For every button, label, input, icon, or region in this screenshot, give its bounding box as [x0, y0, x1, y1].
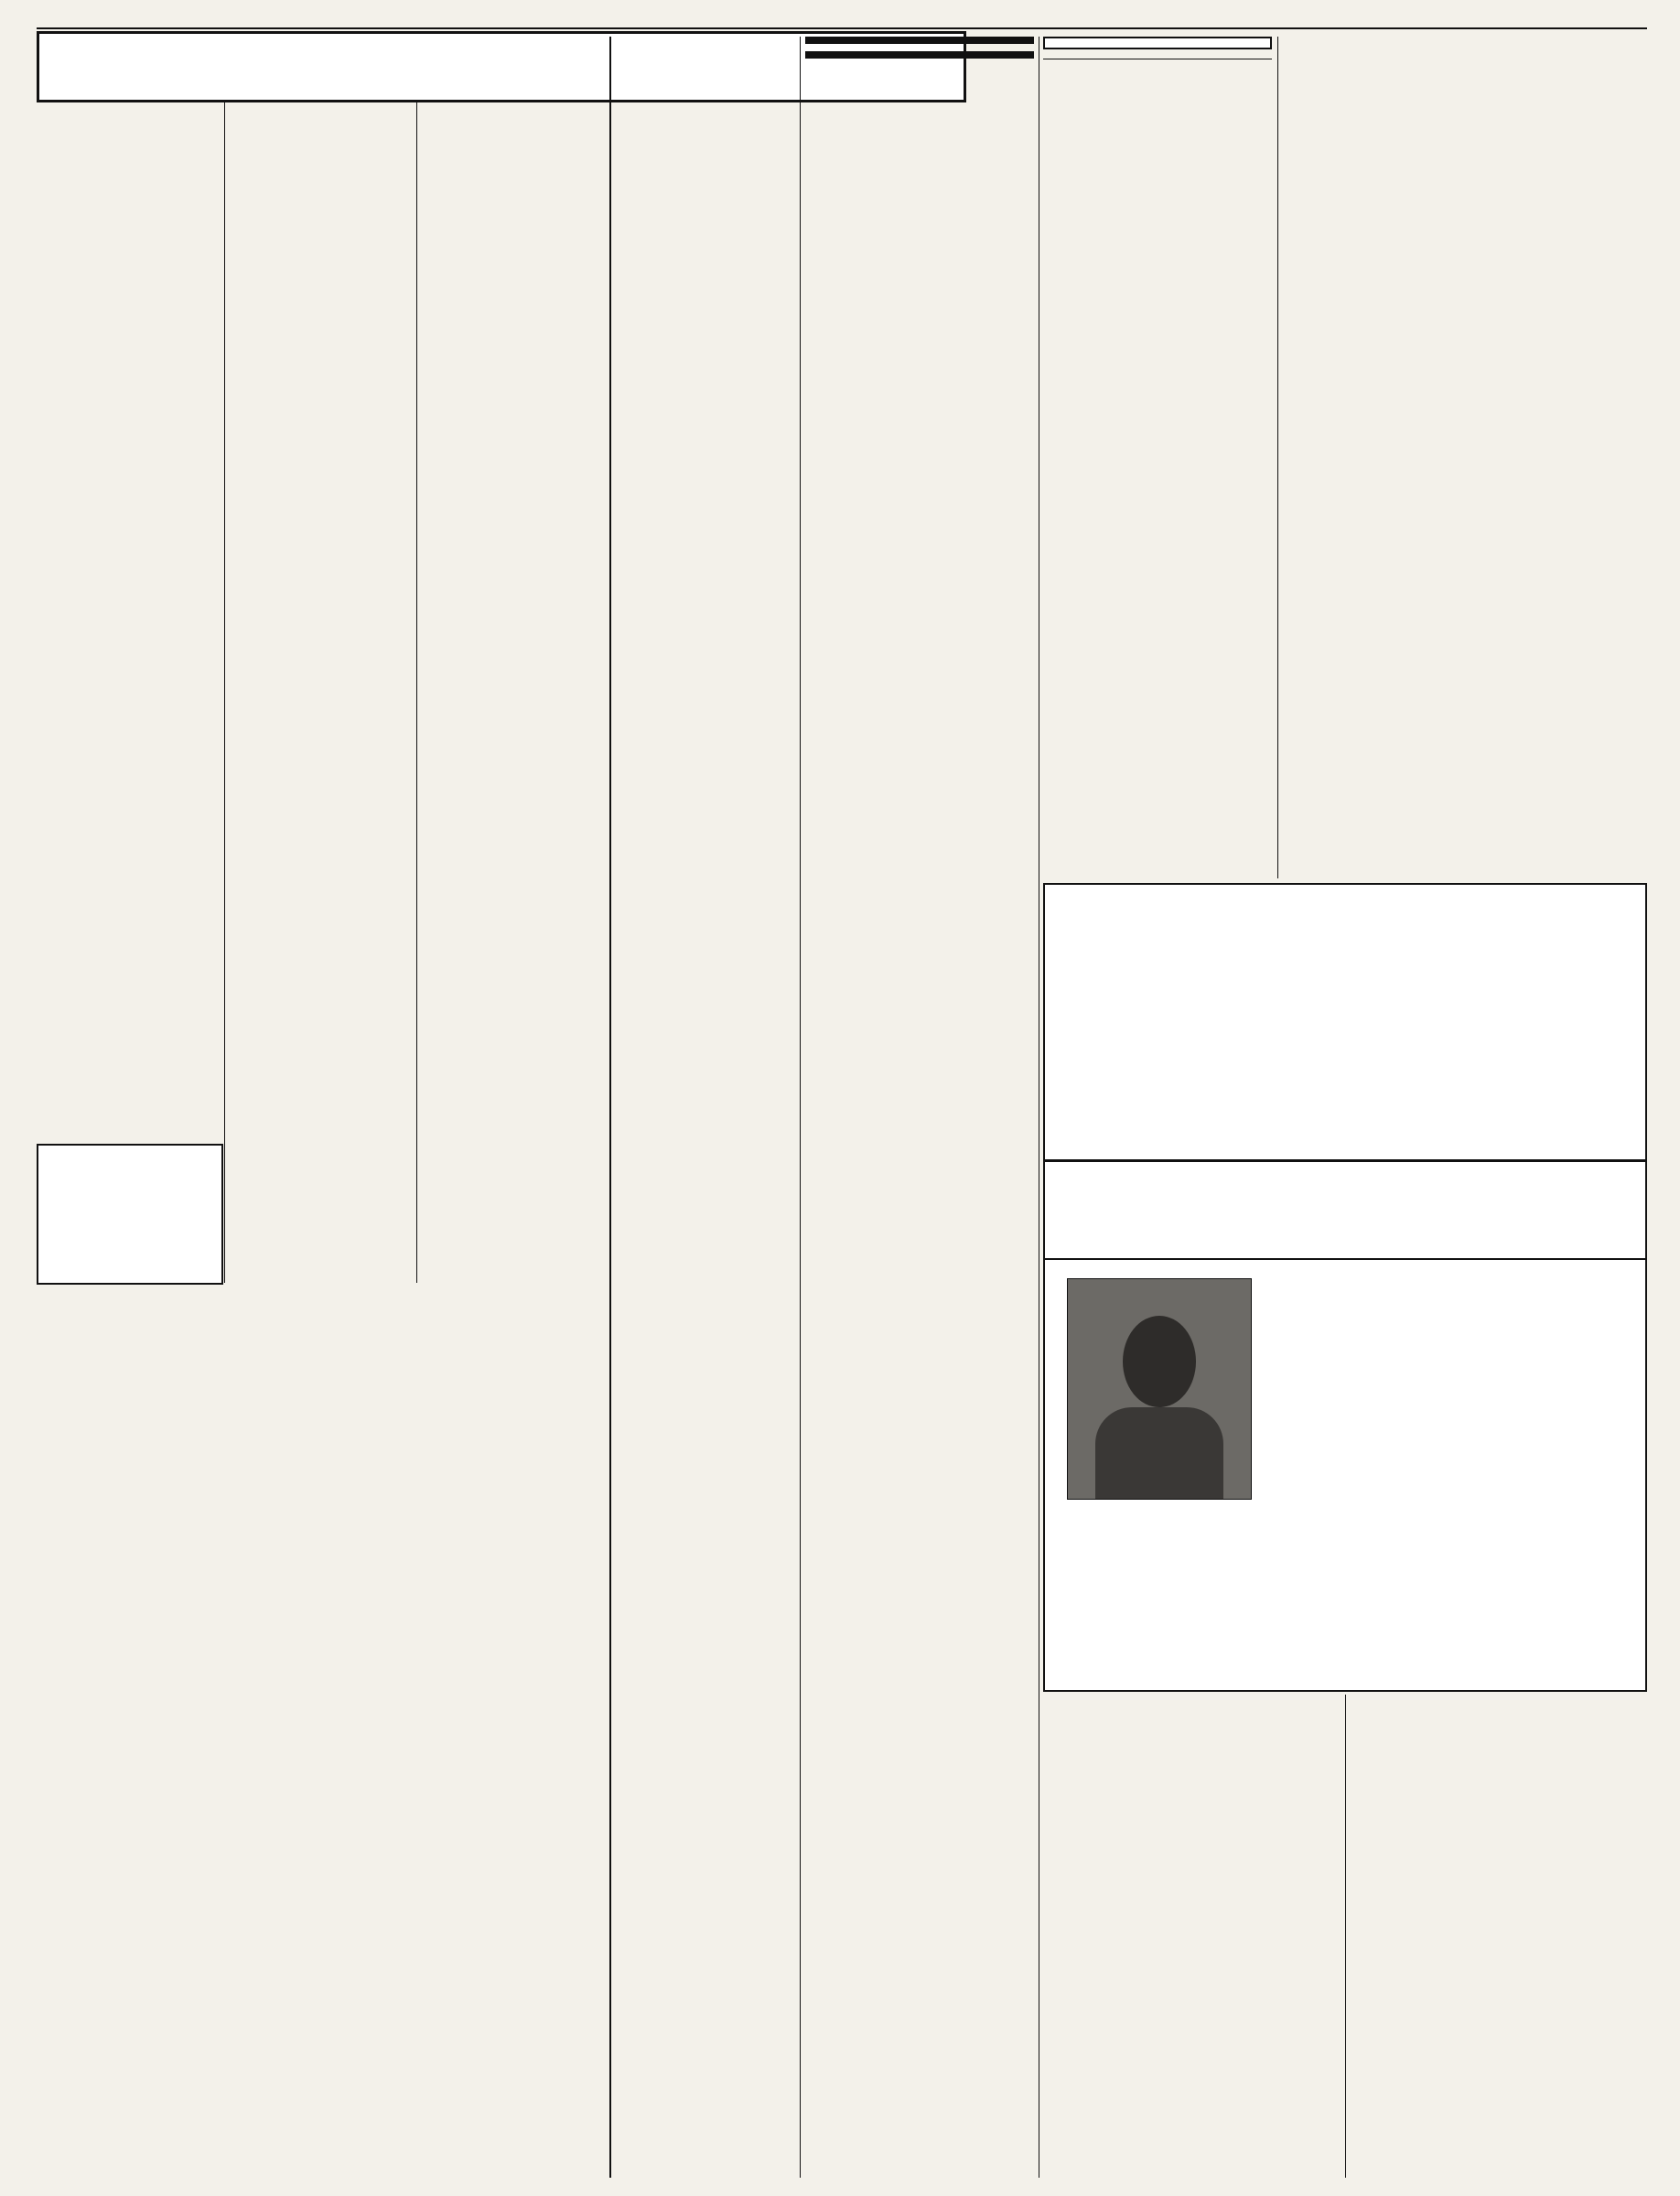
- suffolk-section: [1043, 37, 1272, 878]
- running-header: [37, 4, 1647, 29]
- column-7: [1283, 37, 1647, 878]
- battery-ad: [1043, 1258, 1647, 1692]
- column-rule: [1277, 37, 1278, 878]
- column-2: [229, 105, 412, 727]
- header-rule: [37, 27, 1647, 29]
- portrait-photo: [1067, 1278, 1252, 1500]
- column-5: [805, 37, 1034, 2178]
- loans-ad: [37, 1144, 223, 1285]
- column-rule: [1345, 1695, 1346, 2178]
- ad-headline: [38, 1146, 221, 1149]
- acquittal-headline: [805, 51, 1034, 59]
- portrait-head: [1123, 1316, 1196, 1407]
- column-rule: [224, 102, 225, 1283]
- column-6-bottom: [1043, 1695, 1341, 2178]
- column-4: [615, 105, 794, 2178]
- big-races-ad: [1043, 1160, 1647, 1260]
- portrait-body: [1095, 1407, 1223, 1499]
- column-rule: [416, 102, 417, 1283]
- column-rule: [609, 37, 611, 2178]
- suffolk-nameplate: [1043, 37, 1272, 49]
- big-entertainment-ad: [1043, 883, 1647, 1161]
- column-3: [421, 105, 604, 1116]
- column-7-bottom: [1350, 1695, 1647, 2178]
- prohibition-headline: [805, 37, 1034, 44]
- column-1: [37, 105, 220, 1139]
- column-rule: [800, 37, 801, 2178]
